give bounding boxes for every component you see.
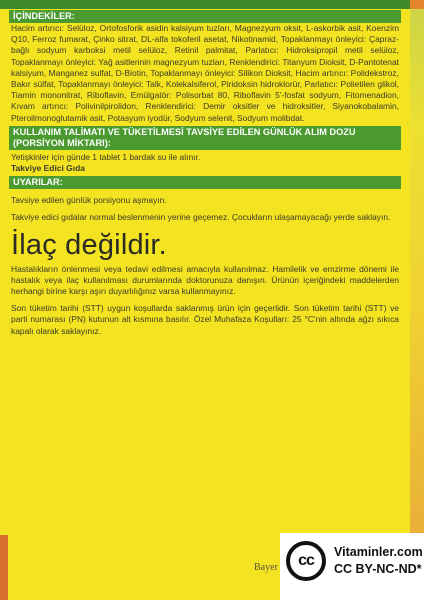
usage-header: KULLANIM TALİMATI VE TÜKETİLMESİ TAVSİYE EDİLEN GÜNLÜK ALIM DOZU (PORSİYON MİKTARI): xyxy=(9,126,401,150)
storage-notice: Son tüketim tarihi (STT) uygun koşullarda saklanmış ürün için geçerlidir. Son tüketim tarihi (STT) ve parti numarası (PN) kutunun alt kısmına basılır. Özel Muhafaza Koşulları: 25 °C'nin altında ağzı sıkıca kapalı olarak saklayınız. xyxy=(11,303,399,336)
usage-dose: Yetişkinler için günde 1 tablet 1 bardak su ile alınır. xyxy=(11,151,201,162)
label-content xyxy=(9,10,401,337)
warnings-header: UYARILAR: xyxy=(9,176,401,189)
bayer-logo: Bayer xyxy=(254,562,278,573)
ingredients-header: İÇİNDEKİLER: xyxy=(9,10,401,23)
watermark-license: CC BY-NC-ND* xyxy=(334,562,422,576)
warning-dose: Tavsiye edilen günlük porsiyonu aşmayın. xyxy=(11,195,167,206)
usage-category: Takviye Edici Gıda xyxy=(11,163,85,174)
box-bottom-edge xyxy=(0,535,8,600)
cc-icon-text: cc xyxy=(298,552,314,569)
ingredients-text: Hacim artırıcı: Selüloz, Ortofosforik asidin kalsiyum tuzları, Magnezyum oksit, L-askorbik asit, Koenzim Q10, Ferroz fumarat, Çinko sitrat, DL-alfa tokoferil asetat, Nikotinamid, Topaklanmayı önleyici: Çapraz-bağlı sodyum karboksi metil selüloz, Retinil palmitat, Parlatıcı: Hidroksipropil metil selüloz, Topaklanmayı önleyici: Yağ asitlerinin magnezyum tuzları, Renklendirici: Titanyum Dioksit, D-Pantotenat kalsiyum, Manganez sulfat, D-Biotin, Topaklanmayı önleyici: Silikon Dioksit, Hacim artırıcı: Polidekstroz, Bakır sülfat, Topaklanmayı önleyici: Talk, Kolekalsiferol, Piridoksin hidroklorür, Parlatıcı: Polietilen glikol, Tiamin mononitrat, Riboflavin, Emülgatör: Polisorbat 80, Riboflavin 5'-fosfat sodyum, Fitomenadion, Kıvam artırıcı: Polivinilpirolidon, Renklendirici: Demir oksitler ve hidroksitler, Siyanokobalamin, Pteroilmonoglutamik asit, Potasyum iyodür, Sodyum selenit, Sodyum molibdat. xyxy=(11,23,399,123)
watermark-site: Vitaminler.com xyxy=(334,545,423,559)
license-watermark xyxy=(280,533,424,600)
cc-icon xyxy=(286,541,326,581)
top-corner-accent xyxy=(410,0,424,9)
box-edge xyxy=(410,9,424,600)
not-drug-heading: İlaç değildir. xyxy=(11,228,167,261)
disease-notice: Hastalıkların önlenmesi veya tedavi edilmesi amacıyla kullanılmaz. Hamilelik ve emzirme dönemi ile hastalık veya ilaç kullanılması durumlarında doktorunuza danışın. Ürünün içeriğindeki maddelerden herhangi birine karşı aşırı duyarlılığınız varsa kullanmayınız. xyxy=(11,263,399,297)
warning-diet: Takviye edici gıdalar normal beslenmenin yerine geçemez. Çocukların ulaşamayacağı yerde saklayın. xyxy=(11,212,391,223)
top-band xyxy=(0,0,424,9)
